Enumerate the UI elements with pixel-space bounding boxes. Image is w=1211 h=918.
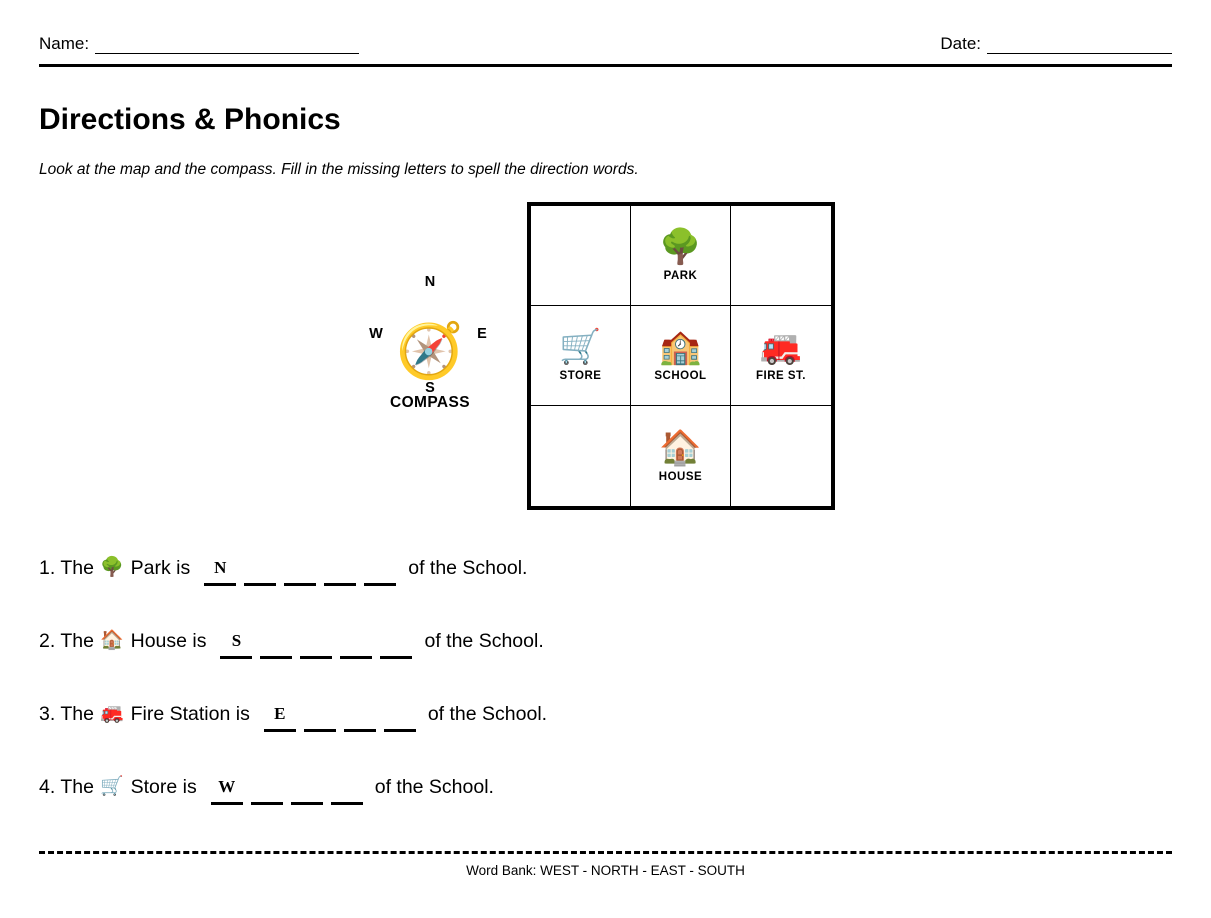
question-suffix: of the School. bbox=[424, 630, 544, 652]
questions-list bbox=[39, 555, 1139, 847]
compass-caption: COMPASS bbox=[389, 394, 471, 411]
date-field-group bbox=[940, 34, 1172, 54]
answer-slot-blank[interactable] bbox=[300, 630, 332, 659]
header-divider bbox=[39, 64, 1172, 67]
compass-north-label: N bbox=[424, 274, 436, 290]
shopping-cart-icon: 🛒 bbox=[559, 328, 602, 366]
map-cell-fire-st bbox=[731, 306, 831, 406]
map-cell-park bbox=[631, 206, 731, 306]
map-cell-label: SCHOOL bbox=[654, 370, 707, 382]
question-suffix: of the School. bbox=[408, 557, 528, 579]
page-title: Directions & Phonics bbox=[39, 103, 341, 136]
compass-west-label: W bbox=[369, 326, 383, 342]
map-cell-school bbox=[631, 306, 731, 406]
question-number: 1. The bbox=[39, 557, 94, 579]
map-cell-house bbox=[631, 406, 731, 506]
answer-slot-given[interactable]: N bbox=[204, 557, 236, 586]
footer-divider bbox=[39, 851, 1172, 854]
answer-blanks bbox=[264, 703, 416, 732]
question-number: 4. The bbox=[39, 776, 94, 798]
map-cell-empty bbox=[731, 206, 831, 306]
date-input-line[interactable] bbox=[987, 36, 1172, 54]
question-suffix: of the School. bbox=[374, 776, 494, 798]
answer-slot-given[interactable]: E bbox=[264, 703, 296, 732]
map-cell-label: FIRE ST. bbox=[755, 370, 806, 382]
word-bank: Word Bank: WEST - NORTH - EAST - SOUTH bbox=[466, 863, 745, 878]
compass-icon: 🧭 bbox=[396, 321, 464, 381]
answer-slot-blank[interactable] bbox=[380, 630, 412, 659]
worksheet-header bbox=[39, 34, 1172, 64]
question-row bbox=[39, 701, 1139, 774]
name-label: Name: bbox=[39, 34, 90, 53]
answer-slot-blank[interactable] bbox=[331, 776, 363, 805]
answer-blanks bbox=[220, 630, 412, 659]
map-cell-empty bbox=[531, 406, 631, 506]
school-icon: 🏫 bbox=[659, 328, 702, 366]
tree-icon: 🌳 bbox=[659, 228, 702, 266]
question-row bbox=[39, 555, 1139, 628]
answer-slot-blank[interactable] bbox=[340, 630, 372, 659]
instructions-text: Look at the map and the compass. Fill in the missing letters to spell the direction words. bbox=[39, 161, 639, 178]
question-row bbox=[39, 774, 1139, 847]
answer-slot-blank[interactable] bbox=[344, 703, 376, 732]
question-suffix: of the School. bbox=[427, 703, 548, 725]
compass-east-label: E bbox=[477, 326, 487, 342]
answer-slot-blank[interactable] bbox=[251, 776, 283, 805]
shopping-cart-icon: 🛒 bbox=[99, 776, 124, 797]
compass-south-label: S bbox=[425, 380, 435, 396]
tree-icon: 🌳 bbox=[99, 557, 124, 578]
question-number: 2. The bbox=[39, 630, 94, 652]
map-cell-empty bbox=[531, 206, 631, 306]
house-icon: 🏠 bbox=[659, 428, 702, 467]
question-subject: Park is bbox=[130, 557, 191, 579]
question-subject: House is bbox=[130, 630, 207, 652]
date-label: Date: bbox=[940, 34, 981, 53]
compass-rose bbox=[355, 268, 505, 418]
map-cell-label: HOUSE bbox=[658, 470, 703, 483]
name-field-group bbox=[39, 34, 359, 54]
map-cell-label: STORE bbox=[559, 370, 602, 382]
answer-slot-blank[interactable] bbox=[364, 557, 396, 586]
answer-blanks bbox=[211, 776, 363, 805]
answer-slot-blank[interactable] bbox=[384, 703, 416, 732]
answer-slot-blank[interactable] bbox=[260, 630, 292, 659]
house-icon: 🏠 bbox=[99, 630, 124, 651]
name-input-line[interactable] bbox=[95, 36, 359, 54]
map-cell-empty bbox=[731, 406, 831, 506]
fire-truck-icon: 🚒 bbox=[759, 328, 803, 366]
answer-slot-blank[interactable] bbox=[291, 776, 323, 805]
fire-truck-icon: 🚒 bbox=[99, 703, 124, 724]
question-number: 3. The bbox=[39, 703, 94, 725]
map-cell-label: PARK bbox=[663, 270, 698, 282]
answer-slot-blank[interactable] bbox=[324, 557, 356, 586]
map-cell-store bbox=[531, 306, 631, 406]
answer-slot-blank[interactable] bbox=[304, 703, 336, 732]
question-subject: Fire Station is bbox=[130, 703, 250, 725]
question-row bbox=[39, 628, 1139, 701]
answer-slot-blank[interactable] bbox=[284, 557, 316, 586]
answer-slot-given[interactable]: W bbox=[211, 776, 243, 805]
map-grid bbox=[527, 202, 835, 510]
answer-slot-given[interactable]: S bbox=[220, 630, 252, 659]
question-subject: Store is bbox=[130, 776, 197, 798]
answer-slot-blank[interactable] bbox=[244, 557, 276, 586]
answer-blanks bbox=[204, 557, 396, 586]
